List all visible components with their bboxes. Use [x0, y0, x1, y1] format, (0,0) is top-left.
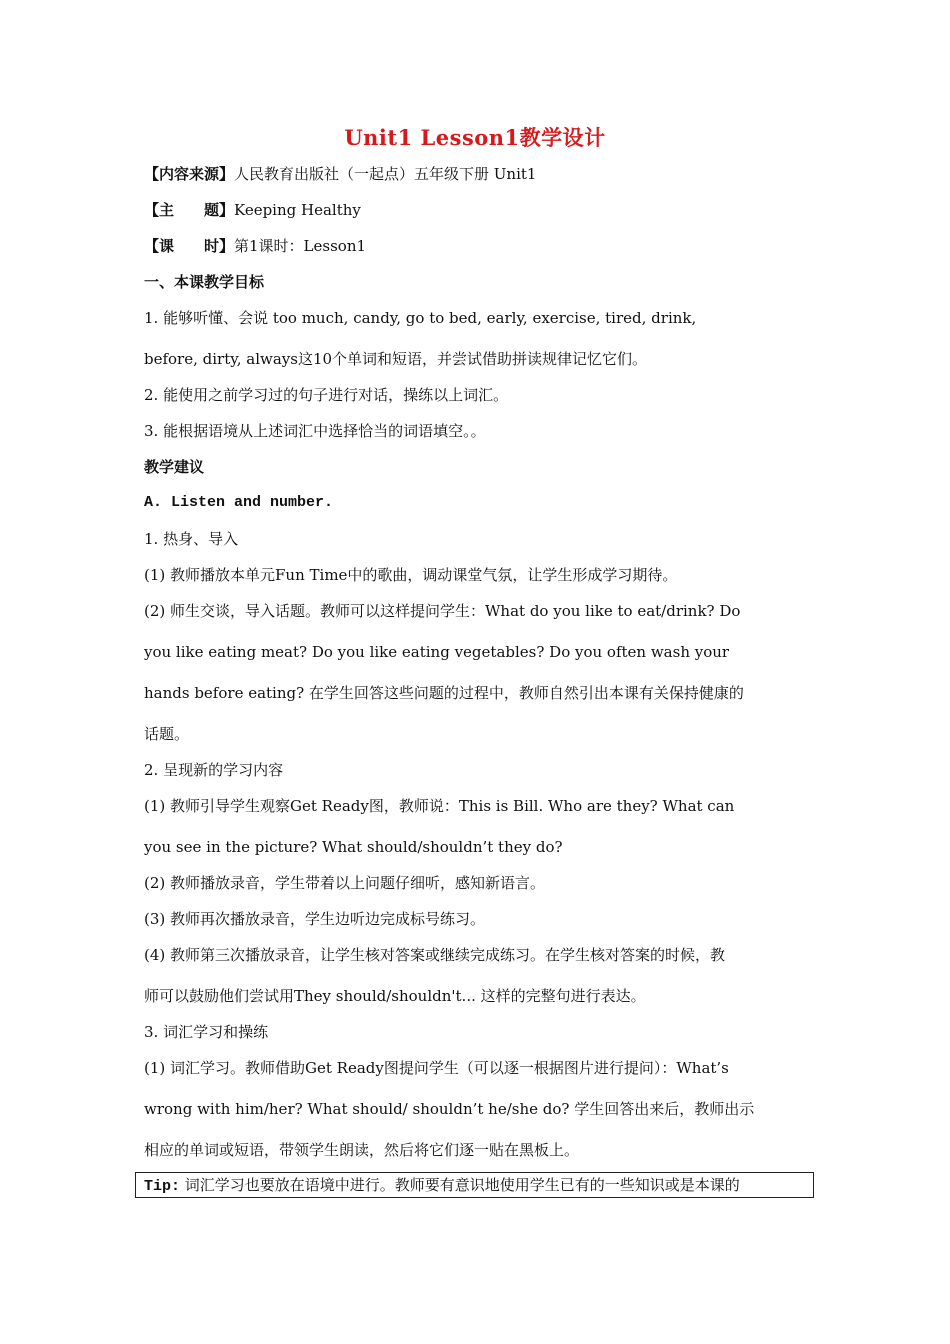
body-line: (2) 师生交谈，导入话题。教师可以这样提问学生：What do you like to eat/drink? Do	[144, 602, 741, 620]
source-line	[144, 164, 536, 184]
body-line: 1. 热身、导入	[144, 530, 239, 548]
tip-label: Tip:	[144, 1178, 181, 1195]
body-line: (1) 教师播放本单元Fun Time中的歌曲，调动课堂气氛，让学生形成学习期待。	[144, 566, 678, 584]
part-a-heading: A. Listen and number.	[144, 494, 334, 511]
theme-line	[144, 200, 361, 220]
tip-box	[135, 1172, 814, 1198]
body-line: (2) 教师播放录音，学生带着以上问题仔细听，感知新语言。	[144, 874, 546, 892]
goal-line: 3. 能根据语境从上述词汇中选择恰当的词语填空。。	[144, 422, 486, 440]
theme-value: Keeping Healthy	[234, 201, 361, 219]
body-line: you like eating meat? Do you like eating vegetables? Do you often wash your	[144, 643, 730, 661]
source-label: 【内容来源】	[144, 165, 235, 183]
body-line: (1) 教师引导学生观察Get Ready图，教师说：This is Bill. Who are they? What can	[144, 797, 735, 815]
theme-label: 【主 题】	[144, 201, 235, 219]
body-line: hands before eating? 在学生回答这些问题的过程中，教师自然引出本课有关保持健康的	[144, 684, 744, 702]
period-line	[144, 236, 366, 256]
body-line: you see in the picture? What should/shouldn’t they do?	[144, 838, 563, 856]
body-line: (4) 教师第三次播放录音，让学生核对答案或继续完成练习。在学生核对答案的时候，教	[144, 946, 726, 964]
section-heading-suggestions: 教学建议	[144, 458, 205, 476]
body-line: 师可以鼓励他们尝试用They should/shouldn't... 这样的完整句进行表达。	[144, 987, 646, 1005]
goal-line: 1. 能够听懂、会说 too much, candy, go to bed, early, exercise, tired, drink,	[144, 309, 697, 327]
period-label: 【课 时】	[144, 237, 235, 255]
body-line: 3. 词汇学习和操练	[144, 1023, 269, 1041]
body-line: 2. 呈现新的学习内容	[144, 761, 284, 779]
goal-line: before, dirty, always这10个单词和短语，并尝试借助拼读规律记忆它们。	[144, 350, 648, 368]
body-line: (1) 词汇学习。教师借助Get Ready图提问学生（可以逐一根据图片进行提问）：What’s	[144, 1059, 729, 1077]
body-line: 话题。	[144, 725, 190, 743]
body-line: (3) 教师再次播放录音，学生边听边完成标号练习。	[144, 910, 486, 928]
document-title: Unit1 Lesson1教学设计	[344, 125, 606, 150]
goal-line: 2. 能使用之前学习过的句子进行对话，操练以上词汇。	[144, 386, 509, 404]
tip-text: 词汇学习也要放在语境中进行。教师要有意识地使用学生已有的一些知识或是本课的	[180, 1176, 740, 1194]
body-line: wrong with him/her? What should/ shouldn’t he/she do? 学生回答出来后，教师出示	[144, 1100, 755, 1118]
section-heading-goals: 一、本课教学目标	[144, 273, 265, 291]
source-value: 人民教育出版社（一起点）五年级下册 Unit1	[234, 165, 537, 183]
body-line: 相应的单词或短语，带领学生朗读，然后将它们逐一贴在黑板上。	[144, 1141, 580, 1159]
period-value: 第1课时：Lesson1	[234, 237, 367, 255]
